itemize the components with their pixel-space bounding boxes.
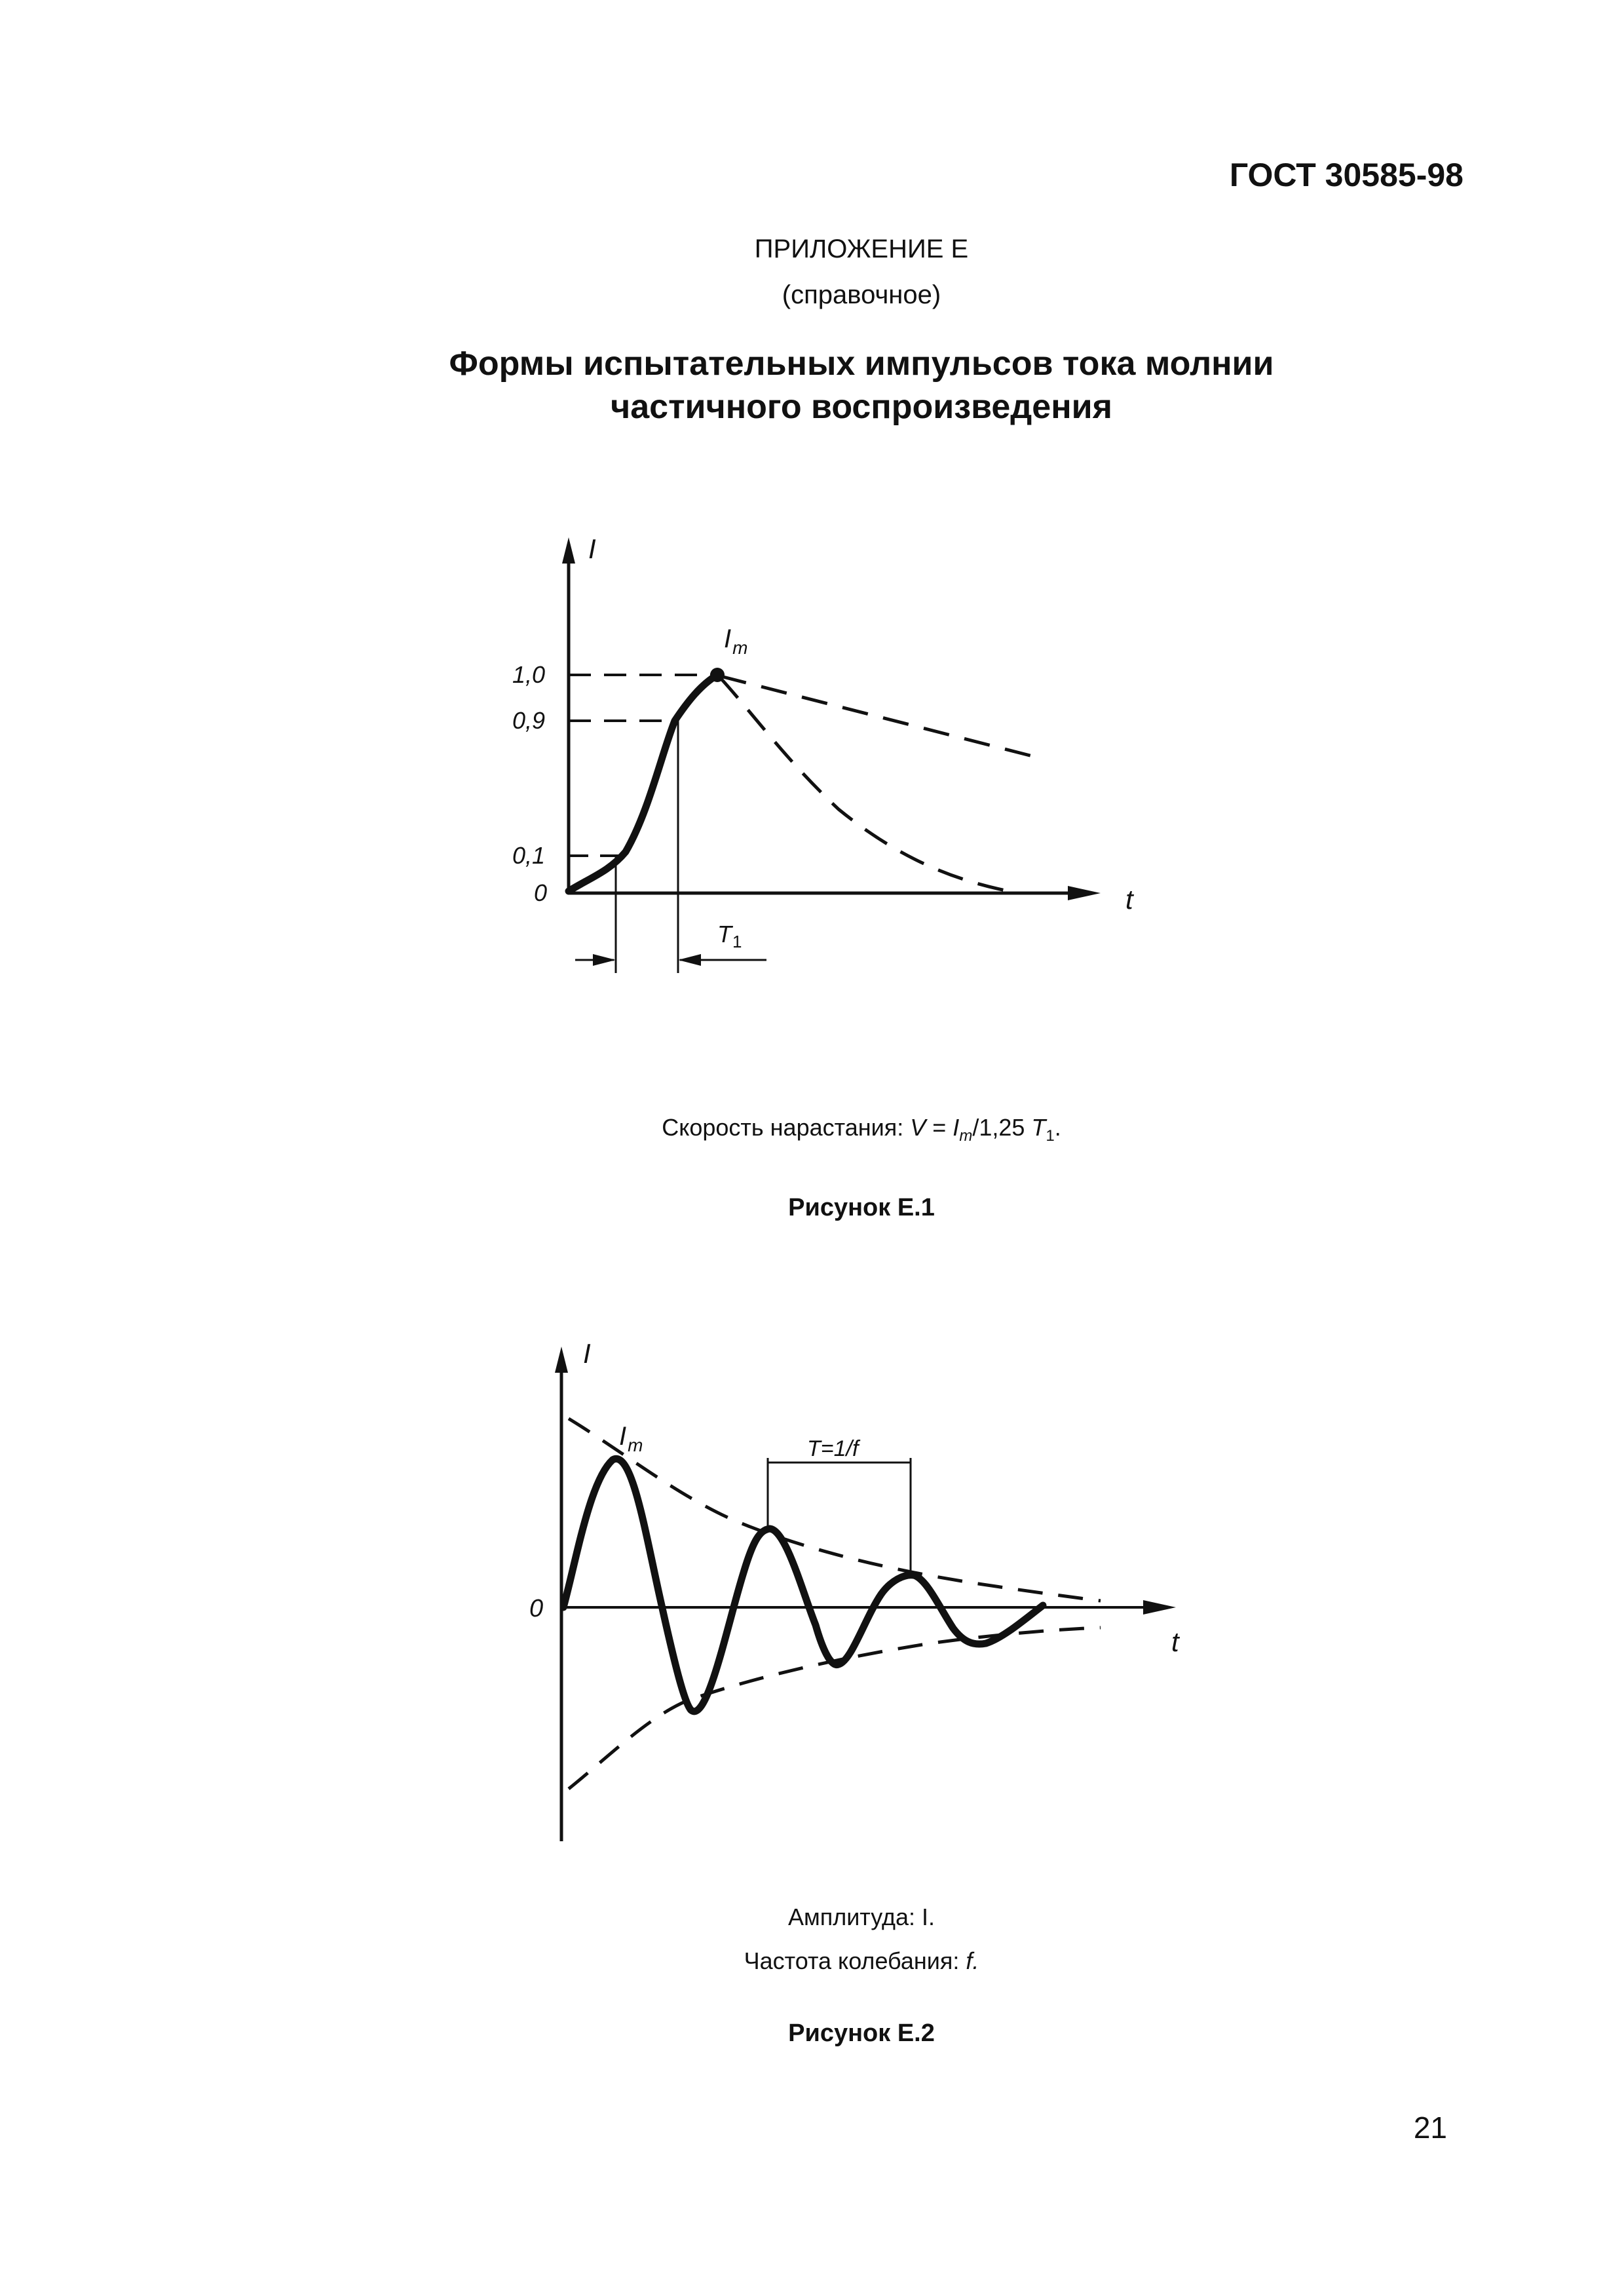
fig2-frequency-caption — [98, 1947, 1624, 1975]
fig1-caption-v: V — [910, 1114, 926, 1141]
title-line-1: Формы испытательных импульсов тока молнии — [449, 345, 1274, 383]
fig2-frequency-prefix: Частота колебания: — [744, 1947, 960, 1974]
fig2-frequency-symbol: f. — [966, 1947, 979, 1974]
fig1-tick-0: 0 — [534, 879, 548, 906]
title-line-2: частичного воспроизведения — [611, 388, 1112, 426]
appendix-label: ПРИЛОЖЕНИЕ Е — [754, 235, 969, 263]
fig2-zero-label: 0 — [529, 1595, 544, 1622]
fig1-caption-prefix: Скорость нарастания: — [662, 1114, 904, 1141]
fig2-title: Рисунок Е.2 — [788, 2019, 935, 2047]
page-number: 21 — [1413, 2111, 1447, 2145]
fig1-caption-t: T — [1031, 1114, 1046, 1141]
fig2-y-axis-label: I — [583, 1338, 591, 1369]
fig1-caption-eq: = — [932, 1114, 947, 1141]
fig2-y-axis-arrow — [555, 1347, 568, 1373]
fig1-title: Рисунок Е.1 — [788, 1194, 935, 1221]
fig2-x-axis-arrow — [1143, 1600, 1176, 1615]
fig1-caption-end: . — [1054, 1114, 1061, 1141]
fig1-tick-0-1: 0,1 — [512, 842, 546, 869]
fig1-caption-rest: /1,25 — [972, 1114, 1025, 1141]
fig1-peak-label: $I_m$ — [724, 624, 748, 658]
fig2-lower-envelope — [569, 1628, 1101, 1789]
fig1-caption-t-sub: 1 — [1046, 1127, 1055, 1145]
fig1-tick-1-0: 1,0 — [512, 661, 546, 688]
fig1-caption-im: I — [953, 1114, 960, 1141]
fig2-x-axis-label: t — [1171, 1626, 1179, 1657]
fig1-tick-0-9: 0,9 — [512, 707, 546, 734]
fig1-interval-label: $T_1$ — [717, 921, 742, 951]
fig1-x-axis-label: t — [1125, 884, 1133, 915]
standard-code: ГОСТ 30585-98 — [1229, 157, 1463, 193]
fig1-y-axis-label: I — [588, 533, 596, 564]
fig2-period-label: T=1/f — [807, 1436, 859, 1461]
fig2-amplitude-caption: Амплитуда: I. — [787, 1904, 935, 1930]
appendix-status: (справочное) — [782, 280, 941, 309]
fig2-peak-label: $I_m$ — [619, 1422, 643, 1455]
fig2-oscillation-curve — [563, 1459, 1043, 1711]
fig1-caption-im-sub: m — [959, 1127, 973, 1145]
